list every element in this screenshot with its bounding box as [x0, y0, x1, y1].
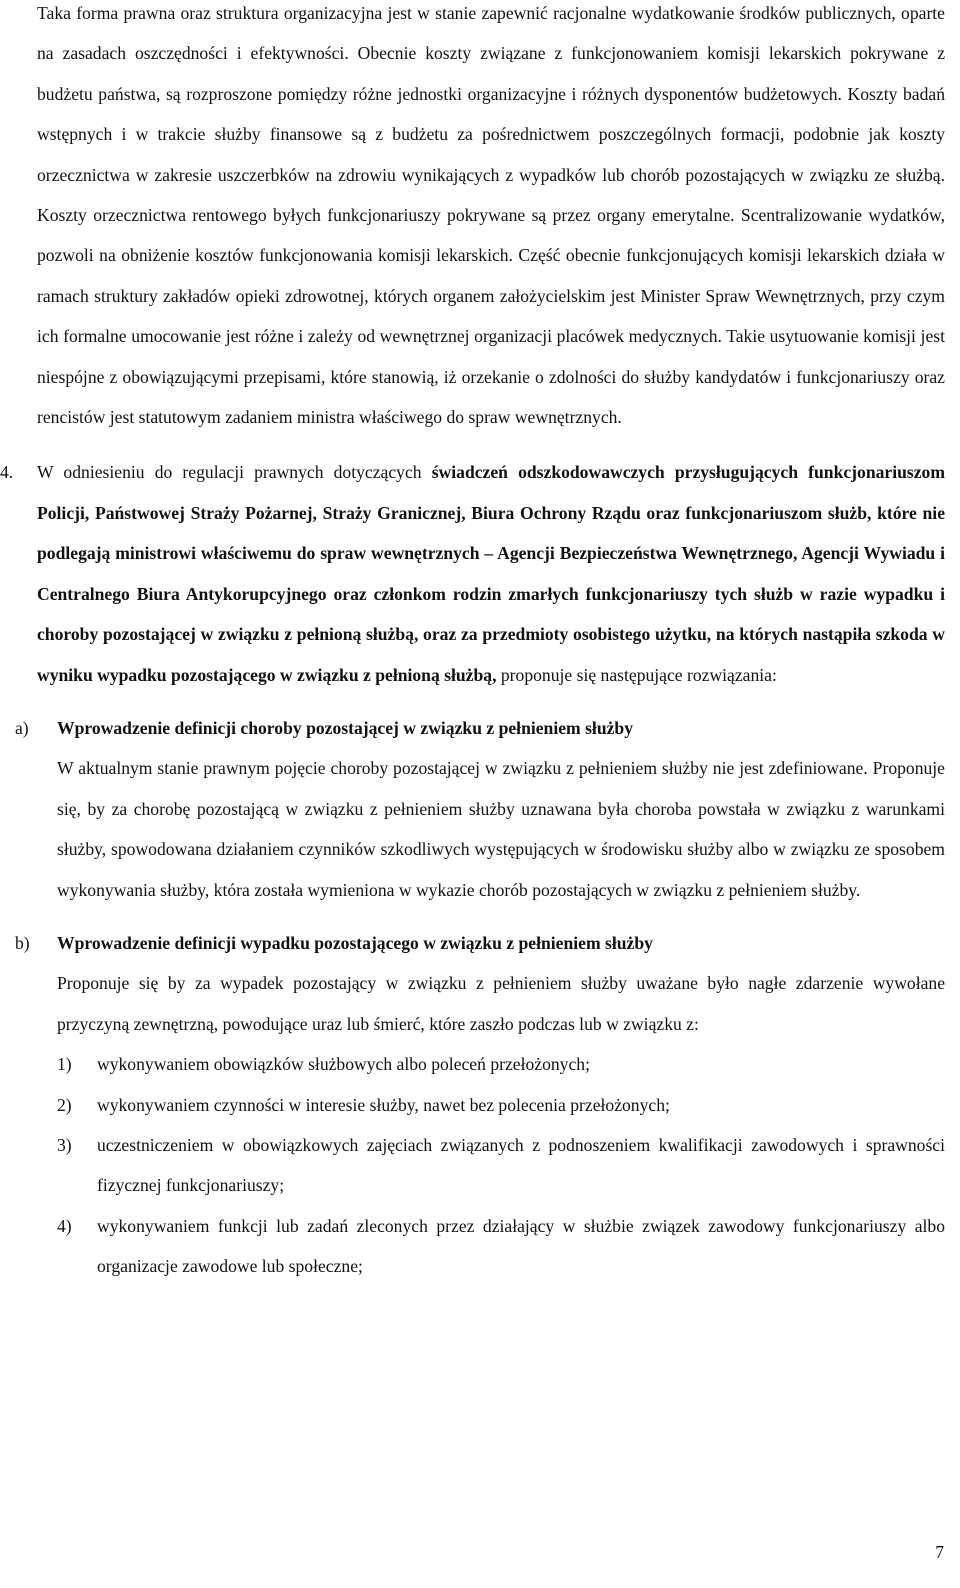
section-b-text: Proponuje się by za wypadek pozostający w związku z pełnieniem służby uważane było nagłe zdarzenie wywołane przyczyną zewnętrzną, powodujące uraz lub śmierć, które zaszło podczas lub w związku z:: [57, 973, 945, 1034]
section-a-text: W aktualnym stanie prawnym pojęcie choroby pozostającej w związku z pełnieniem służby nie jest zdefiniowane. Proponuje się, by za chorobę pozostającą w związku z pełnieniem służby uznawana była choroba powstała w związku z warunkami służby, spowodowana działaniem czynników szkodliwych występujących w środowisku służby albo w związku ze sposobem wykonywania służby, która została wymieniona w wykazie chorób pozostających w związku z pełnieniem służby.: [57, 758, 945, 900]
list-item-marker: 1): [57, 1054, 72, 1075]
section-b-list: [57, 1044, 945, 1286]
section-b-marker: b): [15, 932, 30, 953]
section-a-title: Wprowadzenie definicji choroby pozostającej w związku z pełnieniem służby: [57, 717, 633, 738]
section-b-title: Wprowadzenie definicji wypadku pozostającego w związku z pełnieniem służby: [57, 932, 653, 953]
list-item-text: uczestniczeniem w obowiązkowych zajęciach związanych z podnoszeniem kwalifikacji zawodowych i sprawności fizycznej funkcjonariuszy;: [97, 1134, 945, 1196]
list-item: [57, 1206, 945, 1287]
point-4-number: 4.: [0, 462, 14, 483]
list-item: [57, 1125, 945, 1206]
list-item: [57, 1085, 945, 1125]
point-4-paragraph: [0, 452, 945, 694]
point-4-lead: W odniesieniu do regulacji prawnych dotyczących: [37, 462, 432, 483]
section-a-marker: a): [15, 717, 29, 738]
point-4-tail: proponuje się następujące rozwiązania:: [496, 664, 777, 685]
list-item-marker: 3): [57, 1134, 72, 1155]
list-item-marker: 4): [57, 1215, 72, 1236]
list-item-text: wykonywaniem czynności w interesie służby, nawet bez polecenia przełożonych;: [97, 1094, 670, 1115]
list-item-text: wykonywaniem funkcji lub zadań zleconych przez działający w służbie związek zawodowy funkcjonariuszy albo organizacje zawodowe lub społeczne;: [97, 1215, 945, 1277]
list-item-marker: 2): [57, 1094, 72, 1115]
page-number: 7: [935, 1542, 944, 1562]
section-b: [15, 923, 945, 1287]
intro-paragraph: Taka forma prawna oraz struktura organizacyjna jest w stanie zapewnić racjonalne wydatkowanie środków publicznych, oparte na zasadach oszczędności i efektywności. Obecnie koszty związane z funkcjonowaniem komisji lekarskich pokrywane z budżetu państwa, są rozproszone pomiędzy różne jednostki organizacyjne i różnych dysponentów budżetowych. Koszty badań wstępnych i w trakcie służby finansowe są z budżetu za pośrednictwem poszczególnych formacji, podobnie jak koszty orzecznictwa w zakresie uszczerbków na zdrowiu wynikających z wypadków lub chorób pozostających w związku ze służbą. Koszty orzecznictwa rentowego byłych funkcjonariuszy pokrywane są przez organy emerytalne. Scentralizowanie wydatków, pozwoli na obniżenie kosztów funkcjonowania komisji lekarskich. Część obecnie funkcjonujących komisji lekarskich działa w ramach struktury zakładów opieki zdrowotnej, których organem założycielskim jest Minister Spraw Wewnętrznych, przy czym ich formalne umocowanie jest różne i zależy od wewnętrznej organizacji placówek medycznych. Takie usytuowanie komisji jest niespójne z obowiązującymi przepisami, które stanowią, iż orzekanie o zdolności do służby kandydatów i funkcjonariuszy oraz rencistów jest statutowym zadaniem ministra właściwego do spraw wewnętrznych.: [37, 3, 945, 428]
point-4-bold-text: świadczeń odszkodowawczych przysługujących funkcjonariuszom Policji, Państwowej Straży Pożarnej, Straży Granicznej, Biura Ochrony Rządu oraz funkcjonariuszom służb, które nie podlegają ministrowi właściwemu do spraw wewnętrznych – Agencji Bezpieczeństwa Wewnętrznego, Agencji Wywiadu i Centralnego Biura Antykorupcyjnego oraz członkom rodzin zmarłych funkcjonariuszy tych służb w razie wypadku i choroby pozostającej w związku z pełnioną służbą, oraz za przedmioty osobistego użytku, na których nastąpiła szkoda w wyniku wypadku pozostającego w związku z pełnioną służbą,: [37, 462, 945, 685]
list-item: [57, 1044, 945, 1084]
section-a: [15, 708, 945, 910]
list-item-text: wykonywaniem obowiązków służbowych albo poleceń przełożonych;: [97, 1054, 590, 1075]
